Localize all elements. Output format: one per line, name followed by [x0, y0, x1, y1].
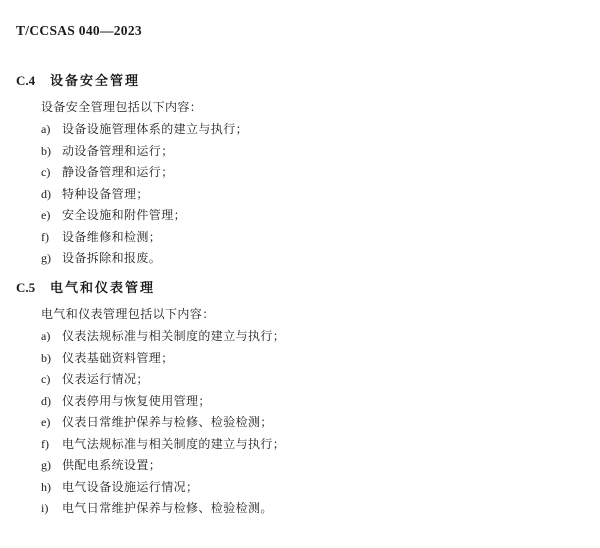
item-label: e): [41, 415, 51, 429]
item-text: 仪表法规标准与相关制度的建立与执行；: [62, 329, 286, 343]
section-c5-list: [41, 326, 600, 520]
item-text: 电气设备设施运行情况；: [62, 479, 199, 494]
list-item: [41, 141, 600, 163]
list-item: [41, 348, 600, 370]
item-text: 特种设备管理；: [62, 186, 149, 201]
item-label: a): [41, 329, 51, 343]
item-text: 仪表基础资料管理；: [62, 350, 174, 365]
item-text: 仪表日常维护保养与检修、检验检测；: [62, 415, 273, 429]
section-heading-c4: [16, 70, 140, 90]
item-label: b): [41, 143, 51, 158]
section-c4-list: [41, 119, 600, 270]
list-item: [41, 326, 600, 348]
list-item: [41, 248, 600, 270]
item-label: d): [41, 186, 51, 201]
item-label: g): [41, 458, 51, 472]
section-intro: 电气和仪表管理包括以下内容：: [41, 307, 215, 321]
list-item: [41, 434, 600, 456]
item-label: a): [41, 122, 51, 136]
item-label: i): [41, 501, 49, 515]
item-text: 设备设施管理体系的建立与执行；: [62, 122, 249, 136]
item-label: h): [41, 479, 51, 494]
item-label: e): [41, 208, 51, 222]
item-text: 动设备管理和运行；: [62, 143, 174, 158]
item-text: 供配电系统设置；: [62, 458, 162, 472]
list-item: [41, 227, 600, 249]
item-text: 电气日常维护保养与检修、检验检测。: [62, 501, 273, 515]
item-label: g): [41, 251, 51, 265]
item-label: f): [41, 436, 49, 451]
document-code: T/CCSAS 040—2023: [16, 23, 142, 38]
item-label: c): [41, 372, 51, 386]
item-text: 仪表运行情况；: [62, 372, 149, 386]
list-item: [41, 205, 600, 227]
section-title: 电气和仪表管理: [50, 280, 156, 295]
list-item: [41, 369, 600, 391]
item-text: 仪表停用与恢复使用管理；: [62, 393, 211, 408]
item-text: 静设备管理和运行；: [62, 165, 174, 179]
list-item: [41, 455, 600, 477]
section-number: C.4: [16, 73, 36, 88]
item-text: 电气法规标准与相关制度的建立与执行；: [62, 436, 286, 451]
list-item: [41, 119, 600, 141]
item-text: 设备维修和检测；: [62, 229, 162, 244]
list-item: [41, 162, 600, 184]
list-item: [41, 184, 600, 206]
section-heading-c5: [16, 277, 155, 297]
section-intro: 设备安全管理包括以下内容：: [41, 100, 203, 114]
item-label: d): [41, 393, 51, 408]
list-item: [41, 498, 600, 520]
item-label: b): [41, 350, 51, 365]
section-number: C.5: [16, 280, 36, 295]
item-label: f): [41, 229, 49, 244]
section-title: 设备安全管理: [50, 73, 141, 88]
list-item: [41, 391, 600, 413]
list-item: [41, 412, 600, 434]
item-text: 设备拆除和报废。: [62, 251, 162, 265]
item-label: c): [41, 165, 51, 179]
item-text: 安全设施和附件管理；: [62, 208, 187, 222]
list-item: [41, 477, 600, 499]
